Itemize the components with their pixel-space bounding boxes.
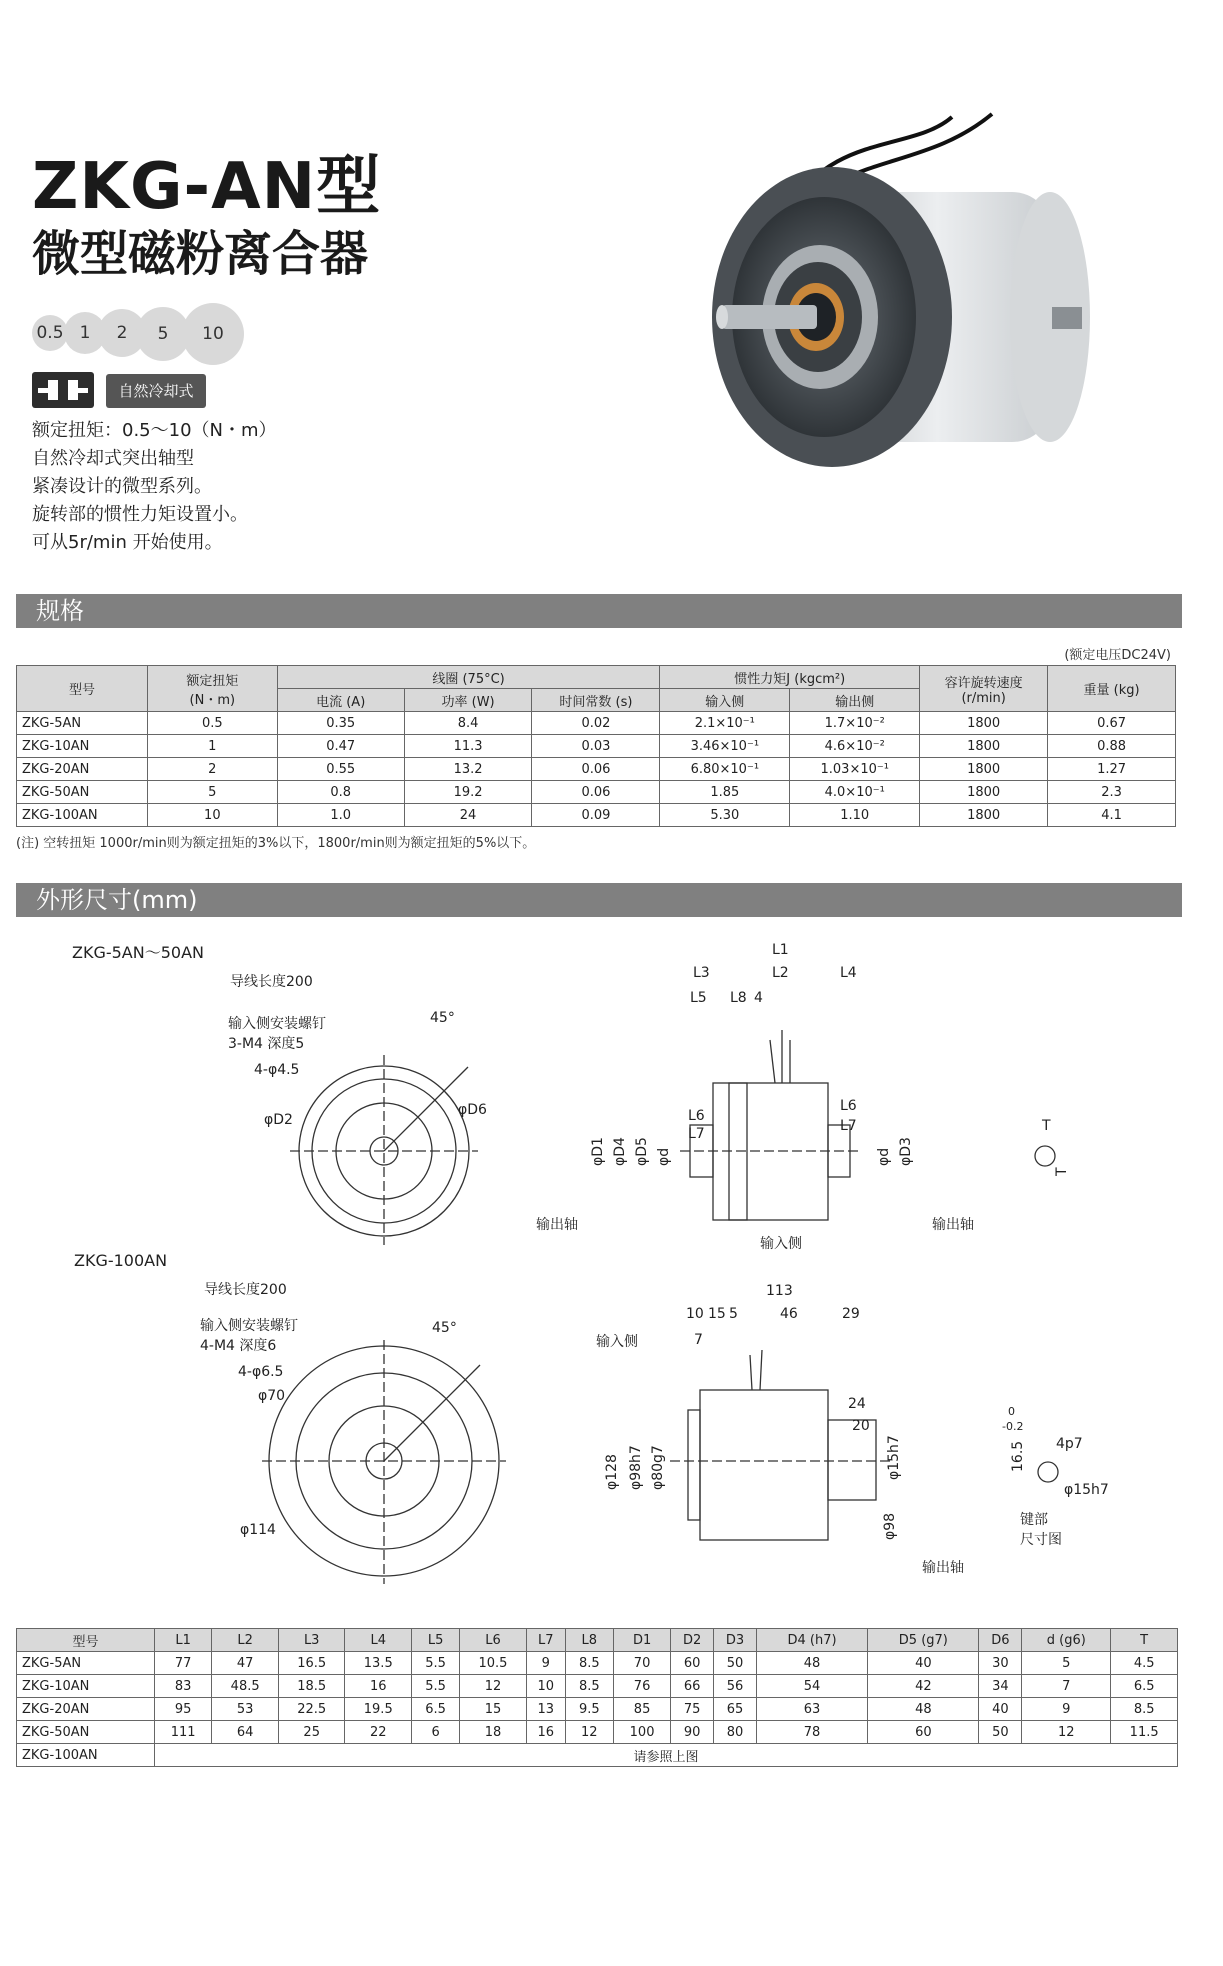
dim-head-cell: L8 — [565, 1629, 613, 1652]
n24-label: 24 — [848, 1396, 866, 1412]
spec-head-weight: 重量 (kg) — [1048, 666, 1176, 712]
dim-cell: 13 — [526, 1698, 565, 1721]
spec-head-speed: 容许旋转速度 (r/min) — [920, 666, 1048, 712]
spec-head-tconst: 时间常数 (s) — [532, 689, 660, 712]
voltage-note: (额定电压DC24V) — [1064, 648, 1171, 663]
l6-label-right: L6 — [840, 1098, 857, 1114]
dim-cell: 5 — [1022, 1652, 1111, 1675]
key-label-1: 键部 — [1020, 1512, 1048, 1528]
dim-head-cell: D6 — [979, 1629, 1022, 1652]
dim-cell: 34 — [979, 1675, 1022, 1698]
key-4p7-label: 4p7 — [1056, 1436, 1083, 1452]
spec-cell: 24 — [404, 804, 532, 827]
spec-note: (注) 空转扭矩 1000r/min则为额定扭矩的3%以下，1800r/min则为额定扭矩的5%以下。 — [16, 836, 536, 851]
p128-label: φ128 — [604, 1454, 620, 1490]
dim-cell: 22 — [345, 1721, 412, 1744]
spec-cell: 4.6×10⁻² — [790, 735, 920, 758]
four-label: 4 — [754, 990, 763, 1006]
l5-label: L5 — [690, 990, 707, 1006]
dim-cell: 64 — [212, 1721, 279, 1744]
dim-row — [17, 1721, 1178, 1744]
spec-cell: 0.88 — [1048, 735, 1176, 758]
output-shaft-label-right: 输出轴 — [932, 1217, 974, 1233]
D5-label: φD5 — [634, 1137, 650, 1166]
spec-row — [17, 781, 1176, 804]
dim-cell: 19.5 — [345, 1698, 412, 1721]
dim-cell: 9 — [1022, 1698, 1111, 1721]
dim-cell: 76 — [613, 1675, 670, 1698]
dim-cell: 8.5 — [565, 1652, 613, 1675]
D4-label: φD4 — [612, 1137, 628, 1166]
dim-cell: ZKG-20AN — [17, 1698, 155, 1721]
dim-row — [17, 1744, 1178, 1767]
dim-cell: 48 — [756, 1652, 867, 1675]
spec-head-inertia: 惯性力矩J (kgcm²) — [660, 666, 920, 689]
dim-cell: 40 — [979, 1698, 1022, 1721]
spec-cell: 19.2 — [404, 781, 532, 804]
output-shaft-label-2: 输出轴 — [922, 1560, 964, 1576]
spec-cell: 1.85 — [660, 781, 790, 804]
p98-label: φ98 — [882, 1512, 898, 1540]
spec-cell: 5.30 — [660, 804, 790, 827]
dim-cell: 5.5 — [412, 1652, 460, 1675]
dim-cell: 8.5 — [1111, 1698, 1178, 1721]
dim-cell: ZKG-5AN — [17, 1652, 155, 1675]
dim-cell: 6.5 — [412, 1698, 460, 1721]
description-line: 自然冷却式突出轴型 — [32, 448, 194, 469]
spec-cell: 1800 — [920, 712, 1048, 735]
dim-cell: 6.5 — [1111, 1675, 1178, 1698]
dim-cell: 6 — [412, 1721, 460, 1744]
dim-head-cell: L1 — [155, 1629, 212, 1652]
spec-row — [17, 712, 1176, 735]
spec-cell: 0.67 — [1048, 712, 1176, 735]
spec-cell: 0.5 — [147, 712, 277, 735]
dim-head-cell: T — [1111, 1629, 1178, 1652]
d2-label: φD2 — [264, 1112, 293, 1128]
spec-cell: 2.1×10⁻¹ — [660, 712, 790, 735]
dim-head-cell: D5 (g7) — [868, 1629, 979, 1652]
dim-cell: 16 — [345, 1675, 412, 1698]
dim-row — [17, 1698, 1178, 1721]
dimension-table — [16, 1628, 1178, 1767]
drawing1-title: ZKG-5AN～50AN — [72, 943, 204, 962]
dim-head-cell: 型号 — [17, 1629, 155, 1652]
dim-cell: 30 — [979, 1652, 1022, 1675]
drawings — [0, 920, 1223, 1620]
spec-cell: ZKG-100AN — [17, 804, 148, 827]
dim-cell: 25 — [278, 1721, 345, 1744]
l7-label-right: L7 — [840, 1118, 857, 1134]
dim-head-cell: D1 — [613, 1629, 670, 1652]
dim-cell: 10 — [526, 1675, 565, 1698]
key-165-label: 16.5 — [1010, 1440, 1026, 1472]
dim-cell: 85 — [613, 1698, 670, 1721]
spec-cell: 1800 — [920, 735, 1048, 758]
dim-cell: 7 — [1022, 1675, 1111, 1698]
spec-cell: 0.8 — [277, 781, 404, 804]
dim-cell: 65 — [714, 1698, 757, 1721]
spec-cell: 0.55 — [277, 758, 404, 781]
spec-cell: 0.06 — [532, 781, 660, 804]
spec-cell: 1.0 — [277, 804, 404, 827]
dim-cell: 12 — [460, 1675, 527, 1698]
spec-cell: 11.3 — [404, 735, 532, 758]
description-line: 可从5r/min 开始使用。 — [32, 532, 223, 553]
dim-cell: 60 — [671, 1652, 714, 1675]
spec-cell: 2.3 — [1048, 781, 1176, 804]
spec-cell: 1.03×10⁻¹ — [790, 758, 920, 781]
spec-cell: 1800 — [920, 781, 1048, 804]
key-label-2: 尺寸图 — [1020, 1532, 1062, 1548]
spec-row — [17, 804, 1176, 827]
cooling-badge: 自然冷却式 — [106, 374, 206, 408]
spec-head-current: 电流 (A) — [277, 689, 404, 712]
spec-head-coil: 线圈 (75°C) — [277, 666, 660, 689]
spec-cell: 6.80×10⁻¹ — [660, 758, 790, 781]
dim-cell: 16.5 — [278, 1652, 345, 1675]
p114-label: φ114 — [240, 1522, 276, 1538]
spec-cell: 1.10 — [790, 804, 920, 827]
description-line: 额定扭矩：0.5～10（N・m） — [32, 420, 277, 441]
dim-head-cell: L6 — [460, 1629, 527, 1652]
spec-cell: 1800 — [920, 804, 1048, 827]
screw-label-2: 输入侧安装螺钉 — [200, 1318, 298, 1334]
key-p15h7-label: φ15h7 — [1064, 1482, 1109, 1498]
l8-label: L8 — [730, 990, 747, 1006]
dim-head-cell: d (g6) — [1022, 1629, 1111, 1652]
dim-cell: ZKG-100AN — [17, 1744, 155, 1767]
dim-row — [17, 1652, 1178, 1675]
output-shaft-label: 输出轴 — [536, 1217, 578, 1233]
spec-cell: 0.06 — [532, 758, 660, 781]
dim-cell: 9 — [526, 1652, 565, 1675]
dim-cell: 40 — [868, 1652, 979, 1675]
spec-head-power: 功率 (W) — [404, 689, 532, 712]
dim-cell: 60 — [868, 1721, 979, 1744]
spec-head-model: 型号 — [17, 666, 148, 712]
dim-cell: 47 — [212, 1652, 279, 1675]
p70-label: φ70 — [258, 1388, 286, 1404]
n5-label: 5 — [729, 1306, 738, 1322]
dim-cell: 77 — [155, 1652, 212, 1675]
spec-cell: ZKG-10AN — [17, 735, 148, 758]
size-badge: 0.5 — [32, 315, 68, 351]
dim-head-cell: L5 — [412, 1629, 460, 1652]
dim-cell: 111 — [155, 1721, 212, 1744]
d6-label: φD6 — [458, 1102, 487, 1118]
p15h7-label: φ15h7 — [886, 1435, 902, 1480]
spec-cell: 1800 — [920, 758, 1048, 781]
dim-row — [17, 1675, 1178, 1698]
spec-cell: 0.02 — [532, 712, 660, 735]
angle-label-2: 45° — [432, 1320, 457, 1336]
description-line: 紧凑设计的微型系列。 — [32, 476, 212, 497]
key-tol-top: 0 — [1008, 1405, 1015, 1418]
dim-cell: 11.5 — [1111, 1721, 1178, 1744]
d-label: φd — [656, 1147, 672, 1166]
dim-cell: 16 — [526, 1721, 565, 1744]
dim-cell: 75 — [671, 1698, 714, 1721]
spec-cell: 4.1 — [1048, 804, 1176, 827]
dim-head-cell: D2 — [671, 1629, 714, 1652]
spec-cell: 5 — [147, 781, 277, 804]
dim-cell: 8.5 — [565, 1675, 613, 1698]
dim-head-cell: L3 — [278, 1629, 345, 1652]
spec-cell: ZKG-20AN — [17, 758, 148, 781]
l6-label: L6 — [688, 1108, 705, 1124]
dim-cell: 13.5 — [345, 1652, 412, 1675]
dim-cell: 10.5 — [460, 1652, 527, 1675]
size-badge: 10 — [182, 303, 244, 365]
D1-label: φD1 — [590, 1137, 606, 1166]
dim-head-cell: D4 (h7) — [756, 1629, 867, 1652]
dim-cell: 63 — [756, 1698, 867, 1721]
dim-head-cell: D3 — [714, 1629, 757, 1652]
t-label: T — [1042, 1118, 1051, 1134]
dim-cell: 53 — [212, 1698, 279, 1721]
spec-cell: 1 — [147, 735, 277, 758]
dim-cell: 56 — [714, 1675, 757, 1698]
dim-cell: 66 — [671, 1675, 714, 1698]
t-label-side: T — [1054, 1167, 1070, 1176]
l1-label: L1 — [772, 942, 789, 958]
screw-label: 输入侧安装螺钉 — [228, 1016, 326, 1032]
spec-row — [17, 735, 1176, 758]
dim-cell: ZKG-50AN — [17, 1721, 155, 1744]
dim-cell: 54 — [756, 1675, 867, 1698]
drawing2-title: ZKG-100AN — [74, 1251, 168, 1270]
dim-cell: 48 — [868, 1698, 979, 1721]
spec-cell: 2 — [147, 758, 277, 781]
dim-head-cell: L2 — [212, 1629, 279, 1652]
dim-head-cell: L4 — [345, 1629, 412, 1652]
dim-cell-note: 请参照上图 — [155, 1744, 1178, 1767]
product-photo — [592, 112, 1182, 522]
spec-cell: 0.35 — [277, 712, 404, 735]
spec-section-header: 规格 — [16, 594, 1182, 628]
holes-label: 4-φ4.5 — [254, 1062, 300, 1078]
n113-label: 113 — [766, 1283, 793, 1299]
spec-cell: 0.03 — [532, 735, 660, 758]
dim-cell: 42 — [868, 1675, 979, 1698]
spec-cell: ZKG-50AN — [17, 781, 148, 804]
dims-section-header: 外形尺寸(mm) — [16, 883, 1182, 917]
dim-cell: 70 — [613, 1652, 670, 1675]
spec-cell: 0.09 — [532, 804, 660, 827]
l3-label: L3 — [693, 965, 710, 981]
lead-label-2: 导线长度200 — [204, 1282, 287, 1298]
dim-cell: 12 — [565, 1721, 613, 1744]
dim-cell: 22.5 — [278, 1698, 345, 1721]
description — [32, 417, 277, 557]
description-line: 旋转部的惯性力矩设置小。 — [32, 504, 248, 525]
angle-label: 45° — [430, 1010, 455, 1026]
screw-spec: 3-M4 深度5 — [228, 1036, 305, 1052]
dim-cell: 5.5 — [412, 1675, 460, 1698]
dim-cell: 83 — [155, 1675, 212, 1698]
dim-cell: 50 — [979, 1721, 1022, 1744]
spec-cell: 8.4 — [404, 712, 532, 735]
holes-label-2: 4-φ6.5 — [238, 1364, 284, 1380]
spec-cell: 10 — [147, 804, 277, 827]
dim-cell: 78 — [756, 1721, 867, 1744]
n7-label: 7 — [694, 1332, 703, 1348]
dim-cell: 15 — [460, 1698, 527, 1721]
page-subtitle: 微型磁粉离合器 — [32, 226, 369, 282]
size-badge: 1 — [64, 312, 106, 354]
l2-label: L2 — [772, 965, 789, 981]
dim-cell: 18.5 — [278, 1675, 345, 1698]
page-title: ZKG-AN型 — [32, 150, 382, 224]
size-badge: 2 — [98, 309, 146, 357]
spec-table — [16, 665, 1176, 827]
dim-cell: 18 — [460, 1721, 527, 1744]
input-side-label: 输入侧 — [760, 1236, 802, 1252]
dim-cell: 12 — [1022, 1721, 1111, 1744]
d-label-right: φd — [876, 1147, 892, 1166]
spec-cell: 1.7×10⁻² — [790, 712, 920, 735]
D3-label: φD3 — [898, 1137, 914, 1166]
dim-cell: 9.5 — [565, 1698, 613, 1721]
l4-label: L4 — [840, 965, 857, 981]
n46-label: 46 — [780, 1306, 798, 1322]
spec-cell: 0.47 — [277, 735, 404, 758]
dim-head-cell: L7 — [526, 1629, 565, 1652]
lead-label: 导线长度200 — [230, 974, 313, 990]
dim-cell: 95 — [155, 1698, 212, 1721]
l7-label: L7 — [688, 1126, 705, 1142]
n29-label: 29 — [842, 1306, 860, 1322]
p98h7-label: φ98h7 — [628, 1445, 644, 1490]
input-side-label-2: 输入侧 — [596, 1334, 638, 1350]
spec-cell: 4.0×10⁻¹ — [790, 781, 920, 804]
screw-spec-2: 4-M4 深度6 — [200, 1338, 277, 1354]
dim-cell: 50 — [714, 1652, 757, 1675]
n20-label: 20 — [852, 1418, 870, 1434]
spec-head-torque: 额定扭矩 (N・m) — [147, 666, 277, 712]
dim-cell: 80 — [714, 1721, 757, 1744]
spec-cell: 3.46×10⁻¹ — [660, 735, 790, 758]
dim-cell: 100 — [613, 1721, 670, 1744]
key-tol-bottom: -0.2 — [1002, 1420, 1024, 1433]
dim-cell: 4.5 — [1111, 1652, 1178, 1675]
spec-cell: 13.2 — [404, 758, 532, 781]
dim-cell: ZKG-10AN — [17, 1675, 155, 1698]
spec-cell: ZKG-5AN — [17, 712, 148, 735]
dim-cell: 48.5 — [212, 1675, 279, 1698]
n10-label: 10 — [686, 1306, 704, 1322]
spec-row — [17, 758, 1176, 781]
p80g7-label: φ80g7 — [650, 1445, 666, 1490]
n15-label: 15 — [708, 1306, 726, 1322]
spec-cell: 1.27 — [1048, 758, 1176, 781]
spec-head-input: 输入侧 — [660, 689, 790, 712]
size-badge: 5 — [136, 307, 190, 361]
dim-cell: 90 — [671, 1721, 714, 1744]
shaft-type-icon — [32, 372, 94, 408]
spec-head-output: 输出侧 — [790, 689, 920, 712]
